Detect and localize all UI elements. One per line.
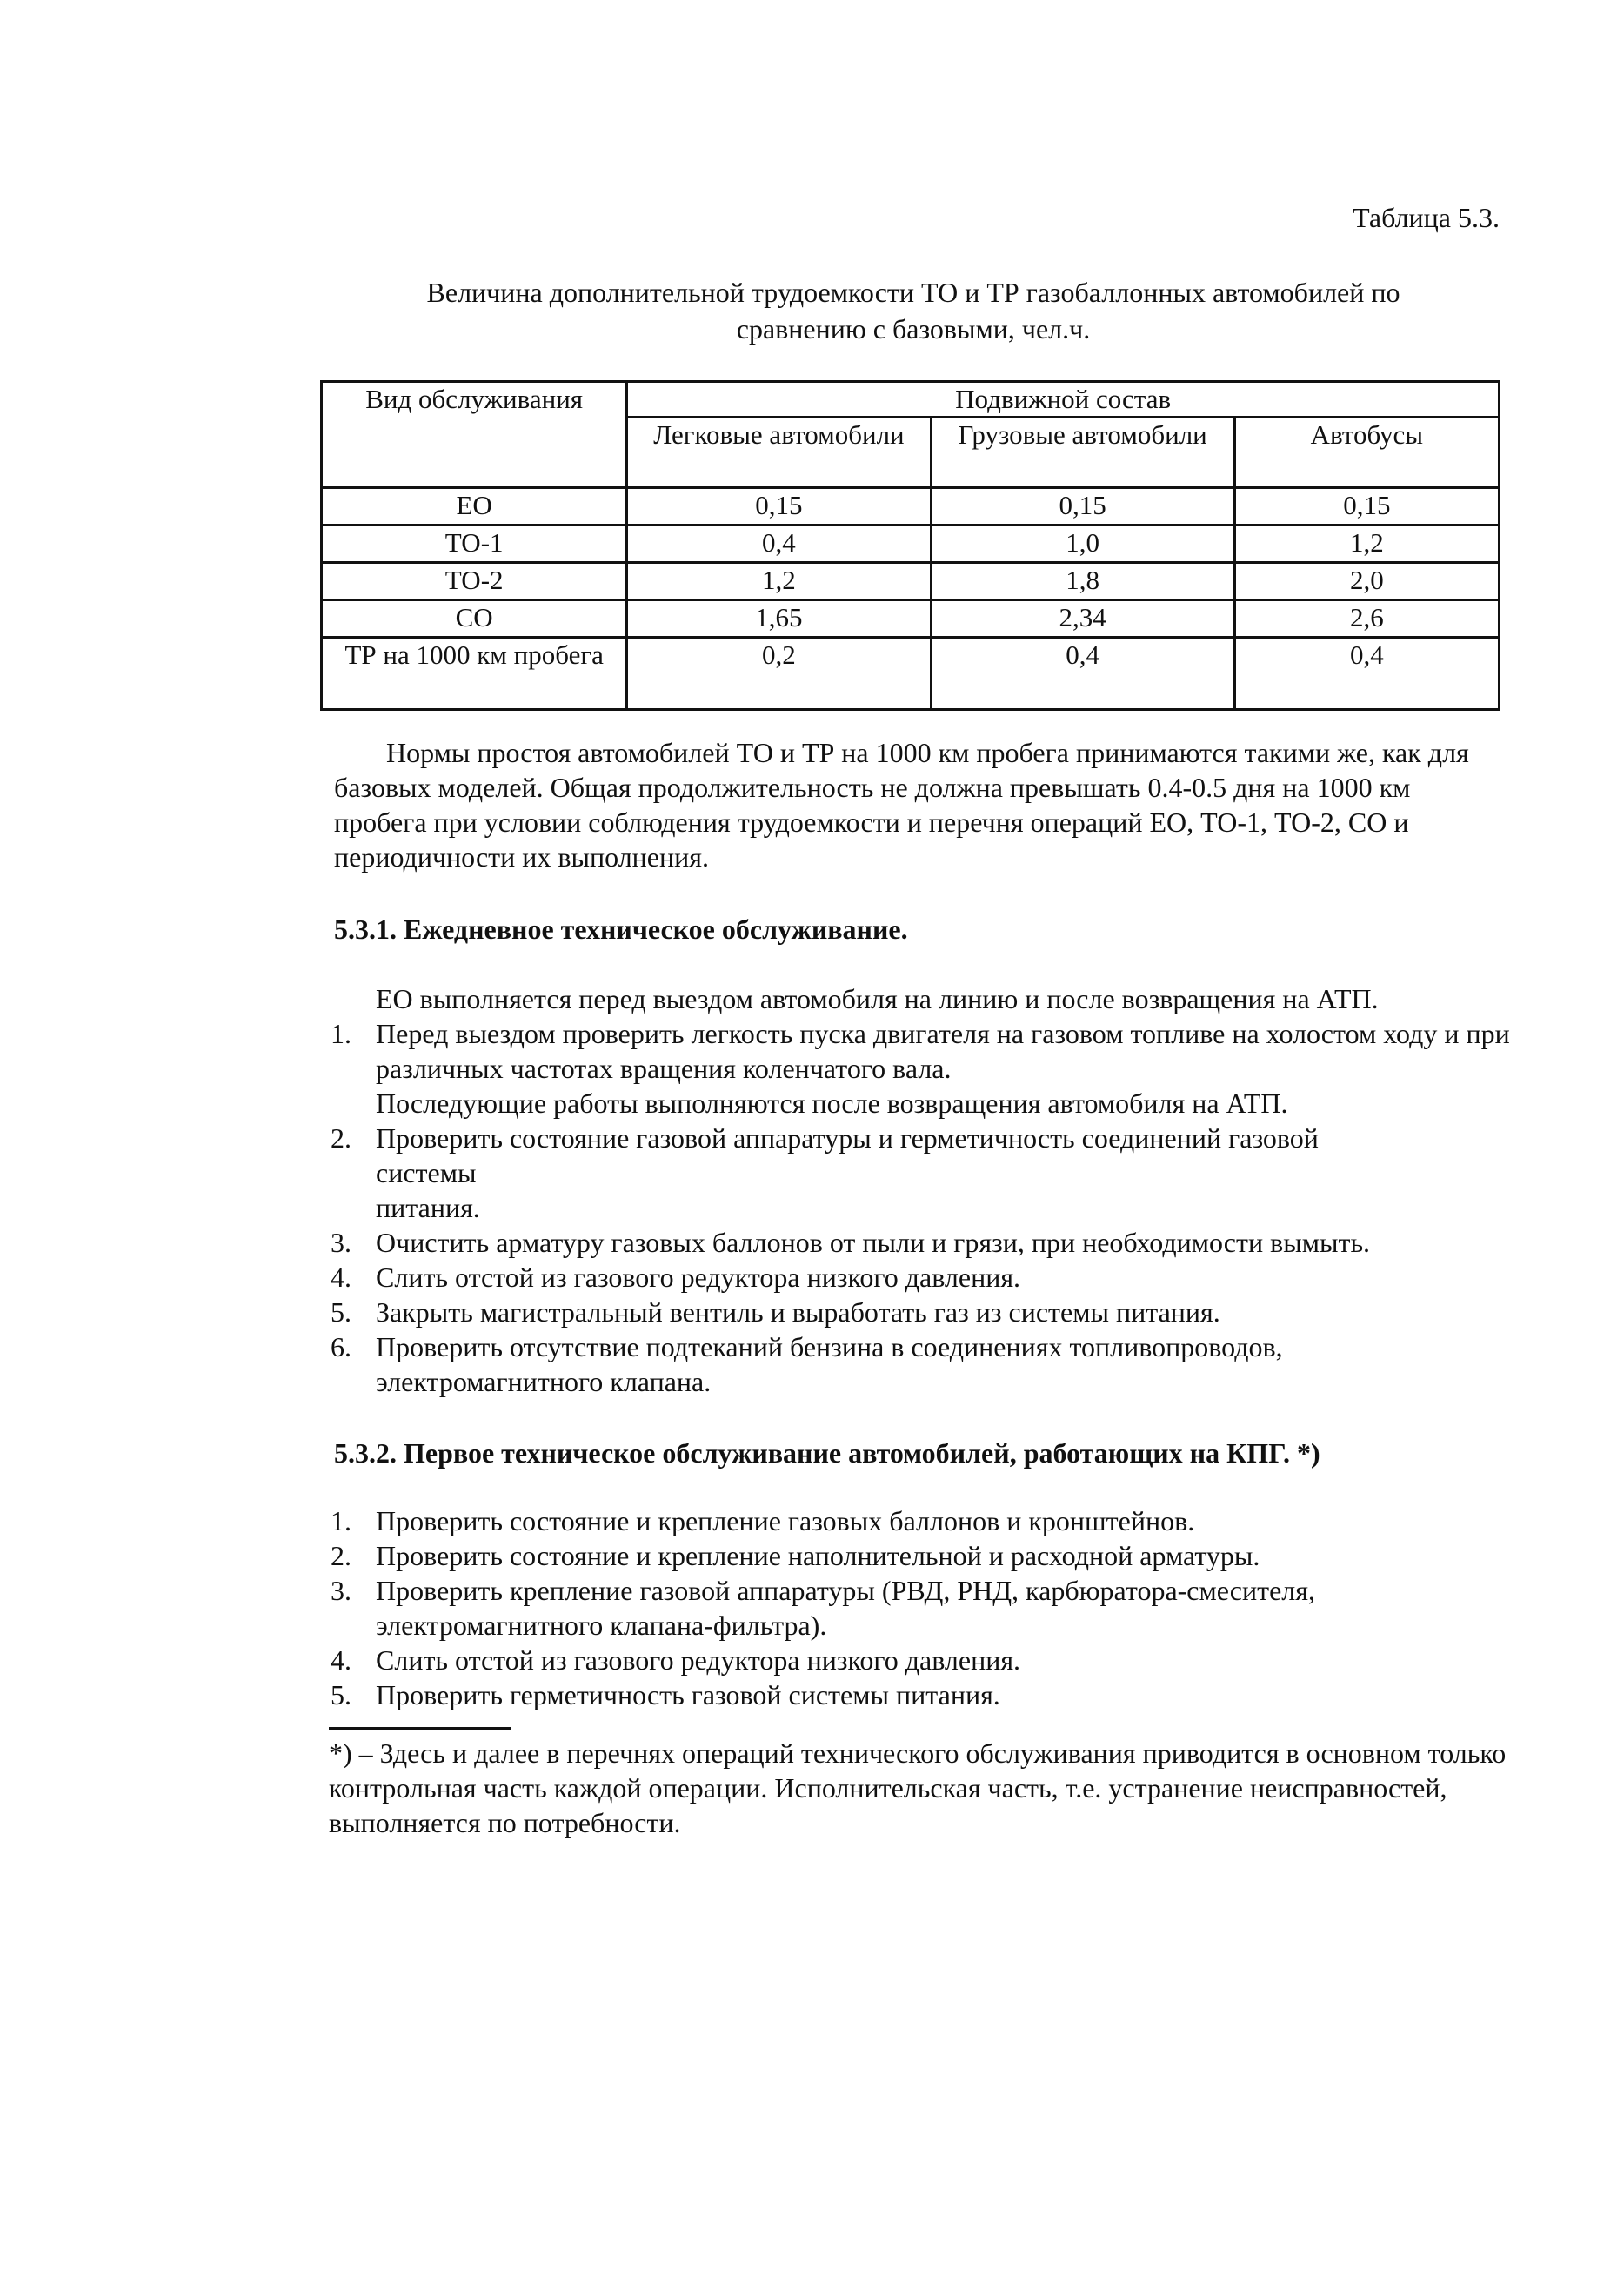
- list-item: 2. Проверить состояние и крепление наполнительной и расходной арматуры.: [331, 1540, 1260, 1571]
- section-5-3-2-list: [331, 1503, 1513, 1712]
- table-row: [322, 563, 1500, 600]
- list-item: 4. Слить отстой из газового редуктора низкого давления.: [331, 1644, 1021, 1676]
- list-item: 6. Проверить отсутствие подтеканий бензина в соединениях топливопроводов, электромагнитного клапана.: [331, 1331, 1283, 1397]
- cell-buses: 2,0: [1234, 563, 1499, 600]
- list-item: 5. Закрыть магистральный вентиль и выработать газ из системы питания.: [331, 1296, 1220, 1328]
- cell-cars: 0,4: [627, 525, 931, 563]
- cell-cars: 0,15: [627, 488, 931, 525]
- labor-intensity-table: [320, 380, 1500, 711]
- list-item: 1. Проверить состояние и крепление газовых баллонов и кронштейнов.: [331, 1505, 1195, 1536]
- list-item: 3. Проверить крепление газовой аппаратуры (РВД, РНД, карбюратора-смесителя, электромагнитного клапана-фильтра).: [331, 1575, 1315, 1641]
- cell-trucks: 0,4: [931, 638, 1234, 710]
- list-item: Последующие работы выполняются после возвращения автомобиля на АТП.: [376, 1088, 1288, 1119]
- cell-service: ЕО: [322, 488, 627, 525]
- table-caption: [313, 274, 1513, 347]
- table-row: [322, 525, 1500, 563]
- section-5-3-1-list: [331, 981, 1513, 1399]
- cell-service: ТО-2: [322, 563, 627, 600]
- footnote-divider: [329, 1727, 511, 1730]
- cell-buses: 1,2: [1234, 525, 1499, 563]
- section-5-3-2-title: 5.3.2. Первое техническое обслуживание автомобилей, работающих на КПГ. *): [334, 1437, 1320, 1469]
- header-trucks: Грузовые автомобили: [931, 418, 1234, 488]
- list-item: 5. Проверить герметичность газовой системы питания.: [331, 1679, 1000, 1710]
- header-cars: Легковые автомобили: [627, 418, 931, 488]
- table-row: [322, 638, 1500, 710]
- list-item: 1. Перед выездом проверить легкость пуска двигателя на газовом топливе на холостом ходу и при различных частотах вращения коленчатого вала.: [331, 1018, 1510, 1084]
- cell-cars: 1,2: [627, 563, 931, 600]
- cell-service: ТО-1: [322, 525, 627, 563]
- intro-paragraph-text: Нормы простоя автомобилей ТО и ТР на 1000 км пробега принимаются такими же, как для базовых моделей. Общая продолжительность не должна превышать 0.4-0.5 дня на 1000 км пробега при условии соблюдения трудоемкости и перечня операций ЕО, ТО-1, ТО-2, СО и периодичности их выполнения.: [334, 737, 1469, 873]
- cell-trucks: 1,8: [931, 563, 1234, 600]
- cell-cars: 0,2: [627, 638, 931, 710]
- header-buses: Автобусы: [1234, 418, 1499, 488]
- intro-paragraph: [334, 735, 1500, 874]
- cell-trucks: 0,15: [931, 488, 1234, 525]
- caption-line-2: сравнению с базовыми, чел.ч.: [736, 313, 1091, 345]
- cell-service: ТР на 1000 км пробега: [322, 638, 627, 710]
- header-rolling-stock: Подвижной состав: [627, 382, 1500, 418]
- list-item: ЕО выполняется перед выездом автомобиля на линию и после возвращения на АТП.: [376, 983, 1379, 1014]
- cell-buses: 2,6: [1234, 600, 1499, 638]
- cell-trucks: 2,34: [931, 600, 1234, 638]
- table-row: [322, 488, 1500, 525]
- cell-trucks: 1,0: [931, 525, 1234, 563]
- cell-buses: 0,4: [1234, 638, 1499, 710]
- list-item: 3. Очистить арматуру газовых баллонов от пыли и грязи, при необходимости вымыть.: [331, 1227, 1371, 1258]
- footnote: *) – Здесь и далее в перечнях операций технического обслуживания приводится в основном только контрольная часть каждой операции. Исполнительская часть, т.е. устранение неисправностей, выполняется по потребности.: [329, 1737, 1507, 1838]
- section-5-3-1-title: 5.3.1. Ежедневное техническое обслуживание.: [334, 914, 908, 945]
- table-row: [322, 600, 1500, 638]
- list-item: 4. Слить отстой из газового редуктора низкого давления.: [331, 1262, 1021, 1293]
- header-service-type: Вид обслуживания: [322, 382, 627, 488]
- cell-cars: 1,65: [627, 600, 931, 638]
- caption-line-1: Величина дополнительной трудоемкости ТО и ТР газобаллонных автомобилей по: [426, 277, 1400, 308]
- table-number: Таблица 5.3.: [1353, 202, 1500, 233]
- cell-buses: 0,15: [1234, 488, 1499, 525]
- cell-service: СО: [322, 600, 627, 638]
- list-item: 2. Проверить состояние газовой аппаратуры и герметичность соединений газовой системы питания.: [331, 1122, 1319, 1223]
